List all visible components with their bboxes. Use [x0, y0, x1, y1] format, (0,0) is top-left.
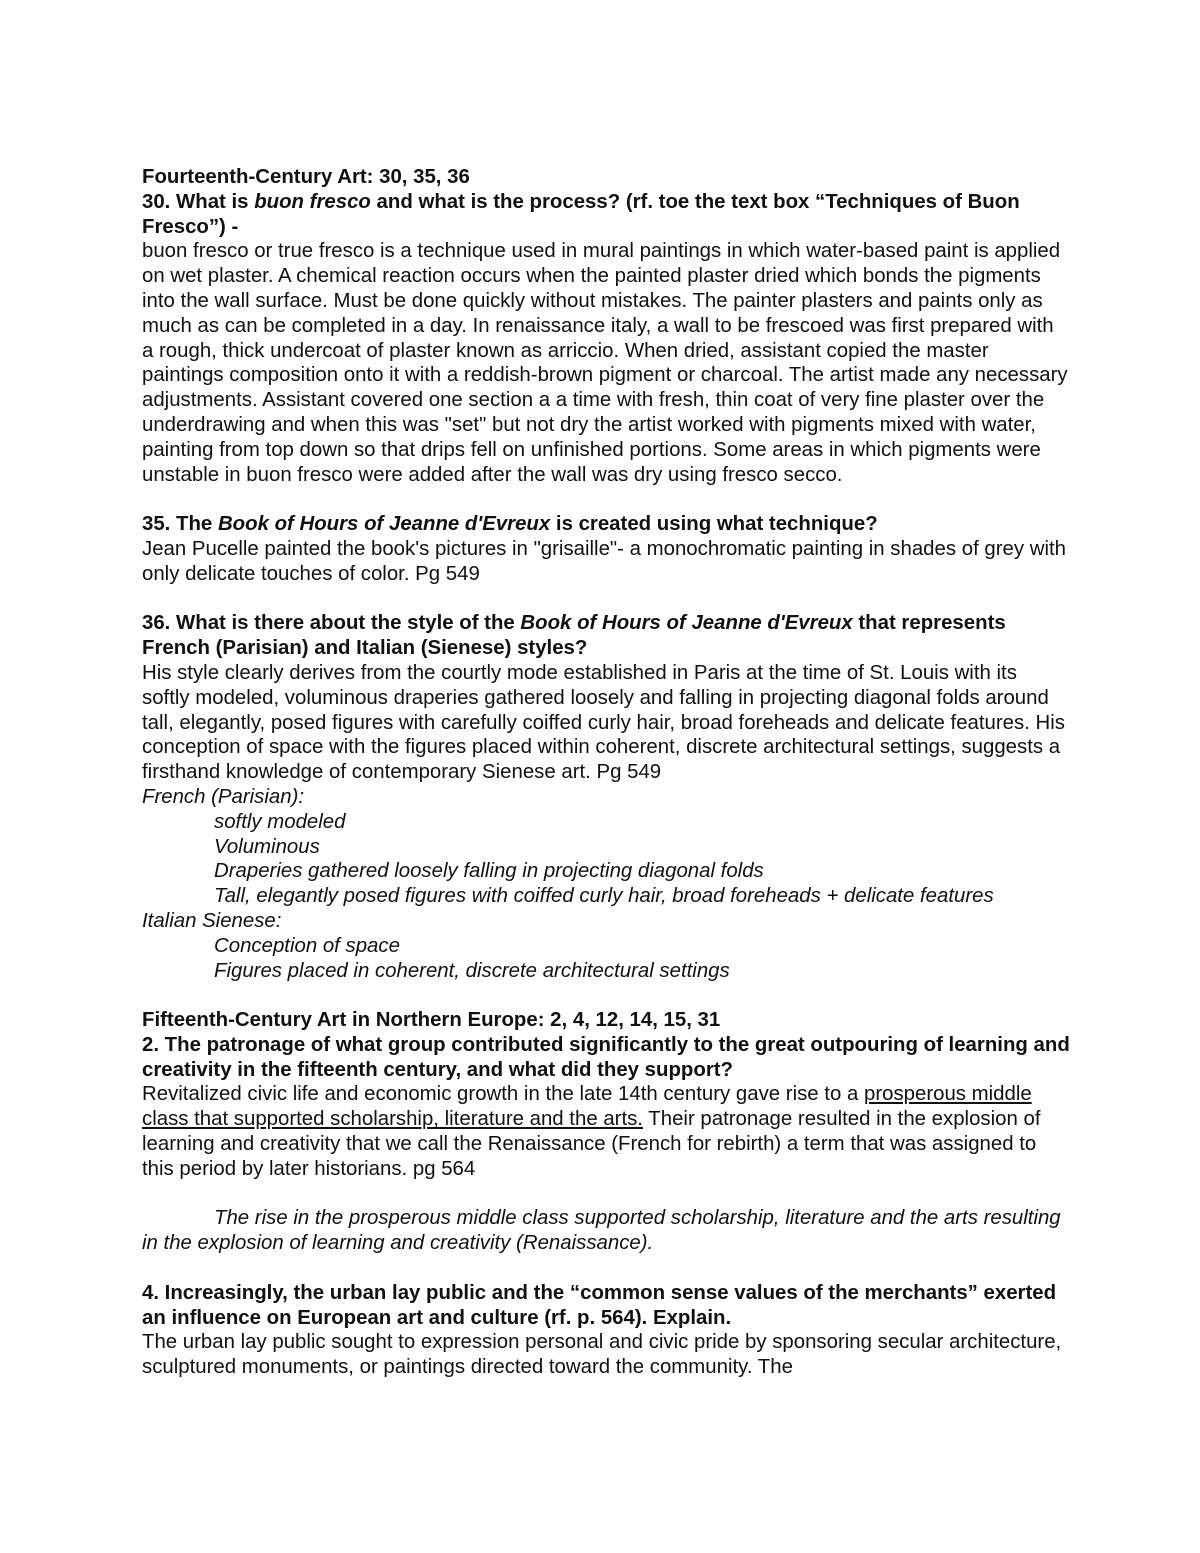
french-style-item: softly modeled: [214, 810, 346, 833]
italian-style-item: Conception of space: [214, 934, 400, 957]
spacer: [142, 1256, 1070, 1281]
spacer: [142, 587, 1070, 612]
question-36-text-a: 36. What is there about the style of the: [142, 612, 521, 635]
section-heading-fourteenth-century: Fourteenth-Century Art: 30, 35, 36: [142, 166, 470, 188]
answer-36: His style clearly derives from the courtly mode established in Paris at the time of St. Louis with its softly modeled, voluminous draperies gathered loosely and falling in projecting diagonal folds around tall, elegantly, posed figures with carefully coiffed curly hair, broad foreheads and delicate features. His conception of space with the figures placed within coherent, discrete architectural settings, suggests a firsthand knowledge of contemporary Sienese art. Pg 549: [142, 661, 1066, 784]
answer-2-text-c: Their patronage resulted in the explosion of learning and creativity that we call the Renaissance (French for rebirth) a term that was assigned to this period by later historians. pg 564: [142, 1108, 1041, 1180]
french-style-item: Tall, elegantly posed figures with coiffed curly hair, broad foreheads + delicate features: [214, 885, 994, 908]
question-36: [142, 611, 1070, 661]
question-35: [142, 512, 1070, 537]
answer-2-text-a: Revitalized civic life and economic growth in the late 14th century gave rise to a: [142, 1083, 864, 1106]
answer-4: The urban lay public sought to expression personal and civic pride by sponsoring secular architecture, sculptured monuments, or paintings directed toward the community. The: [142, 1331, 1062, 1379]
section-heading-fifteenth-century: Fifteenth-Century Art in Northern Europe: 2, 4, 12, 14, 15, 31: [142, 1009, 721, 1032]
question-30-text-a: 30. What is: [142, 190, 255, 213]
french-style-label: French (Parisian):: [142, 785, 305, 808]
spacer: [142, 983, 1070, 1008]
question-35-text-c: is created using what technique?: [550, 513, 878, 536]
spacer: [142, 487, 1070, 512]
italian-style-label: Italian Sienese:: [142, 909, 282, 932]
answer-35: Jean Pucelle painted the book's pictures in "grisaille"- a monochromatic painting in shades of grey with only delicate touches of color. Pg 549: [142, 537, 1066, 585]
french-style-item: Voluminous: [214, 835, 320, 858]
question-4: 4. Increasingly, the urban lay public and the “common sense values of the merchants” exerted an influence on European art and culture (rf. p. 564). Explain.: [142, 1281, 1057, 1329]
italian-style-item: Figures placed in coherent, discrete architectural settings: [214, 959, 730, 982]
french-style-item: Draperies gathered loosely falling in projecting diagonal folds: [214, 860, 764, 883]
answer-2-underlined: prosperous middle class that supported scholarship, literature and the arts.: [142, 1083, 1032, 1131]
question-2: 2. The patronage of what group contributed significantly to the great outpouring of learning and creativity in the fifteenth century, and what did they support?: [142, 1033, 1070, 1081]
answer-30: buon fresco or true fresco is a technique used in mural paintings in which water-based paint is applied on wet plaster. A chemical reaction occurs when the painted plaster dried which bonds the pigments into the wall surface. Must be done quickly without mistakes. The painter plasters and paints only as much as can be completed in a day. In renaissance italy, a wall to be frescoed was first prepared with a rough, thick undercoat of plaster known as arriccio. When dried, assistant copied the master paintings composition onto it with a reddish-brown pigment or charcoal. The artist made any necessary adjustments. Assistant covered one section a a time with fresh, thin coat of very fine plaster over the underdrawing and when this was "set" but not dry the artist worked with pigments mixed with water, painting from top down so that drips fell on unfinished portions. Some areas in which pigments were unstable in buon fresco were added after the wall was dry using fresco secco.: [142, 240, 1068, 486]
note-2: The rise in the prosperous middle class supported scholarship, literature and the arts resulting in the explosion of learning and creativity (Renaissance).: [142, 1207, 1061, 1255]
question-30-text-c: and what is the process? (rf. toe the text box “Techniques of Buon Fresco”) -: [142, 190, 1020, 238]
question-30-italic-term: buon fresco: [254, 190, 371, 213]
question-36-text-c: that represents French (Parisian) and Italian (Sienese) styles?: [142, 612, 1006, 660]
question-35-italic-title: Book of Hours of Jeanne d'Evreux: [217, 513, 551, 536]
question-36-italic-title: Book of Hours of Jeanne d'Evreux: [520, 612, 853, 635]
answer-2: [142, 1082, 1070, 1181]
question-35-text-a: 35. The: [142, 513, 218, 536]
question-30: [142, 190, 1070, 240]
spacer: [142, 1182, 1070, 1207]
